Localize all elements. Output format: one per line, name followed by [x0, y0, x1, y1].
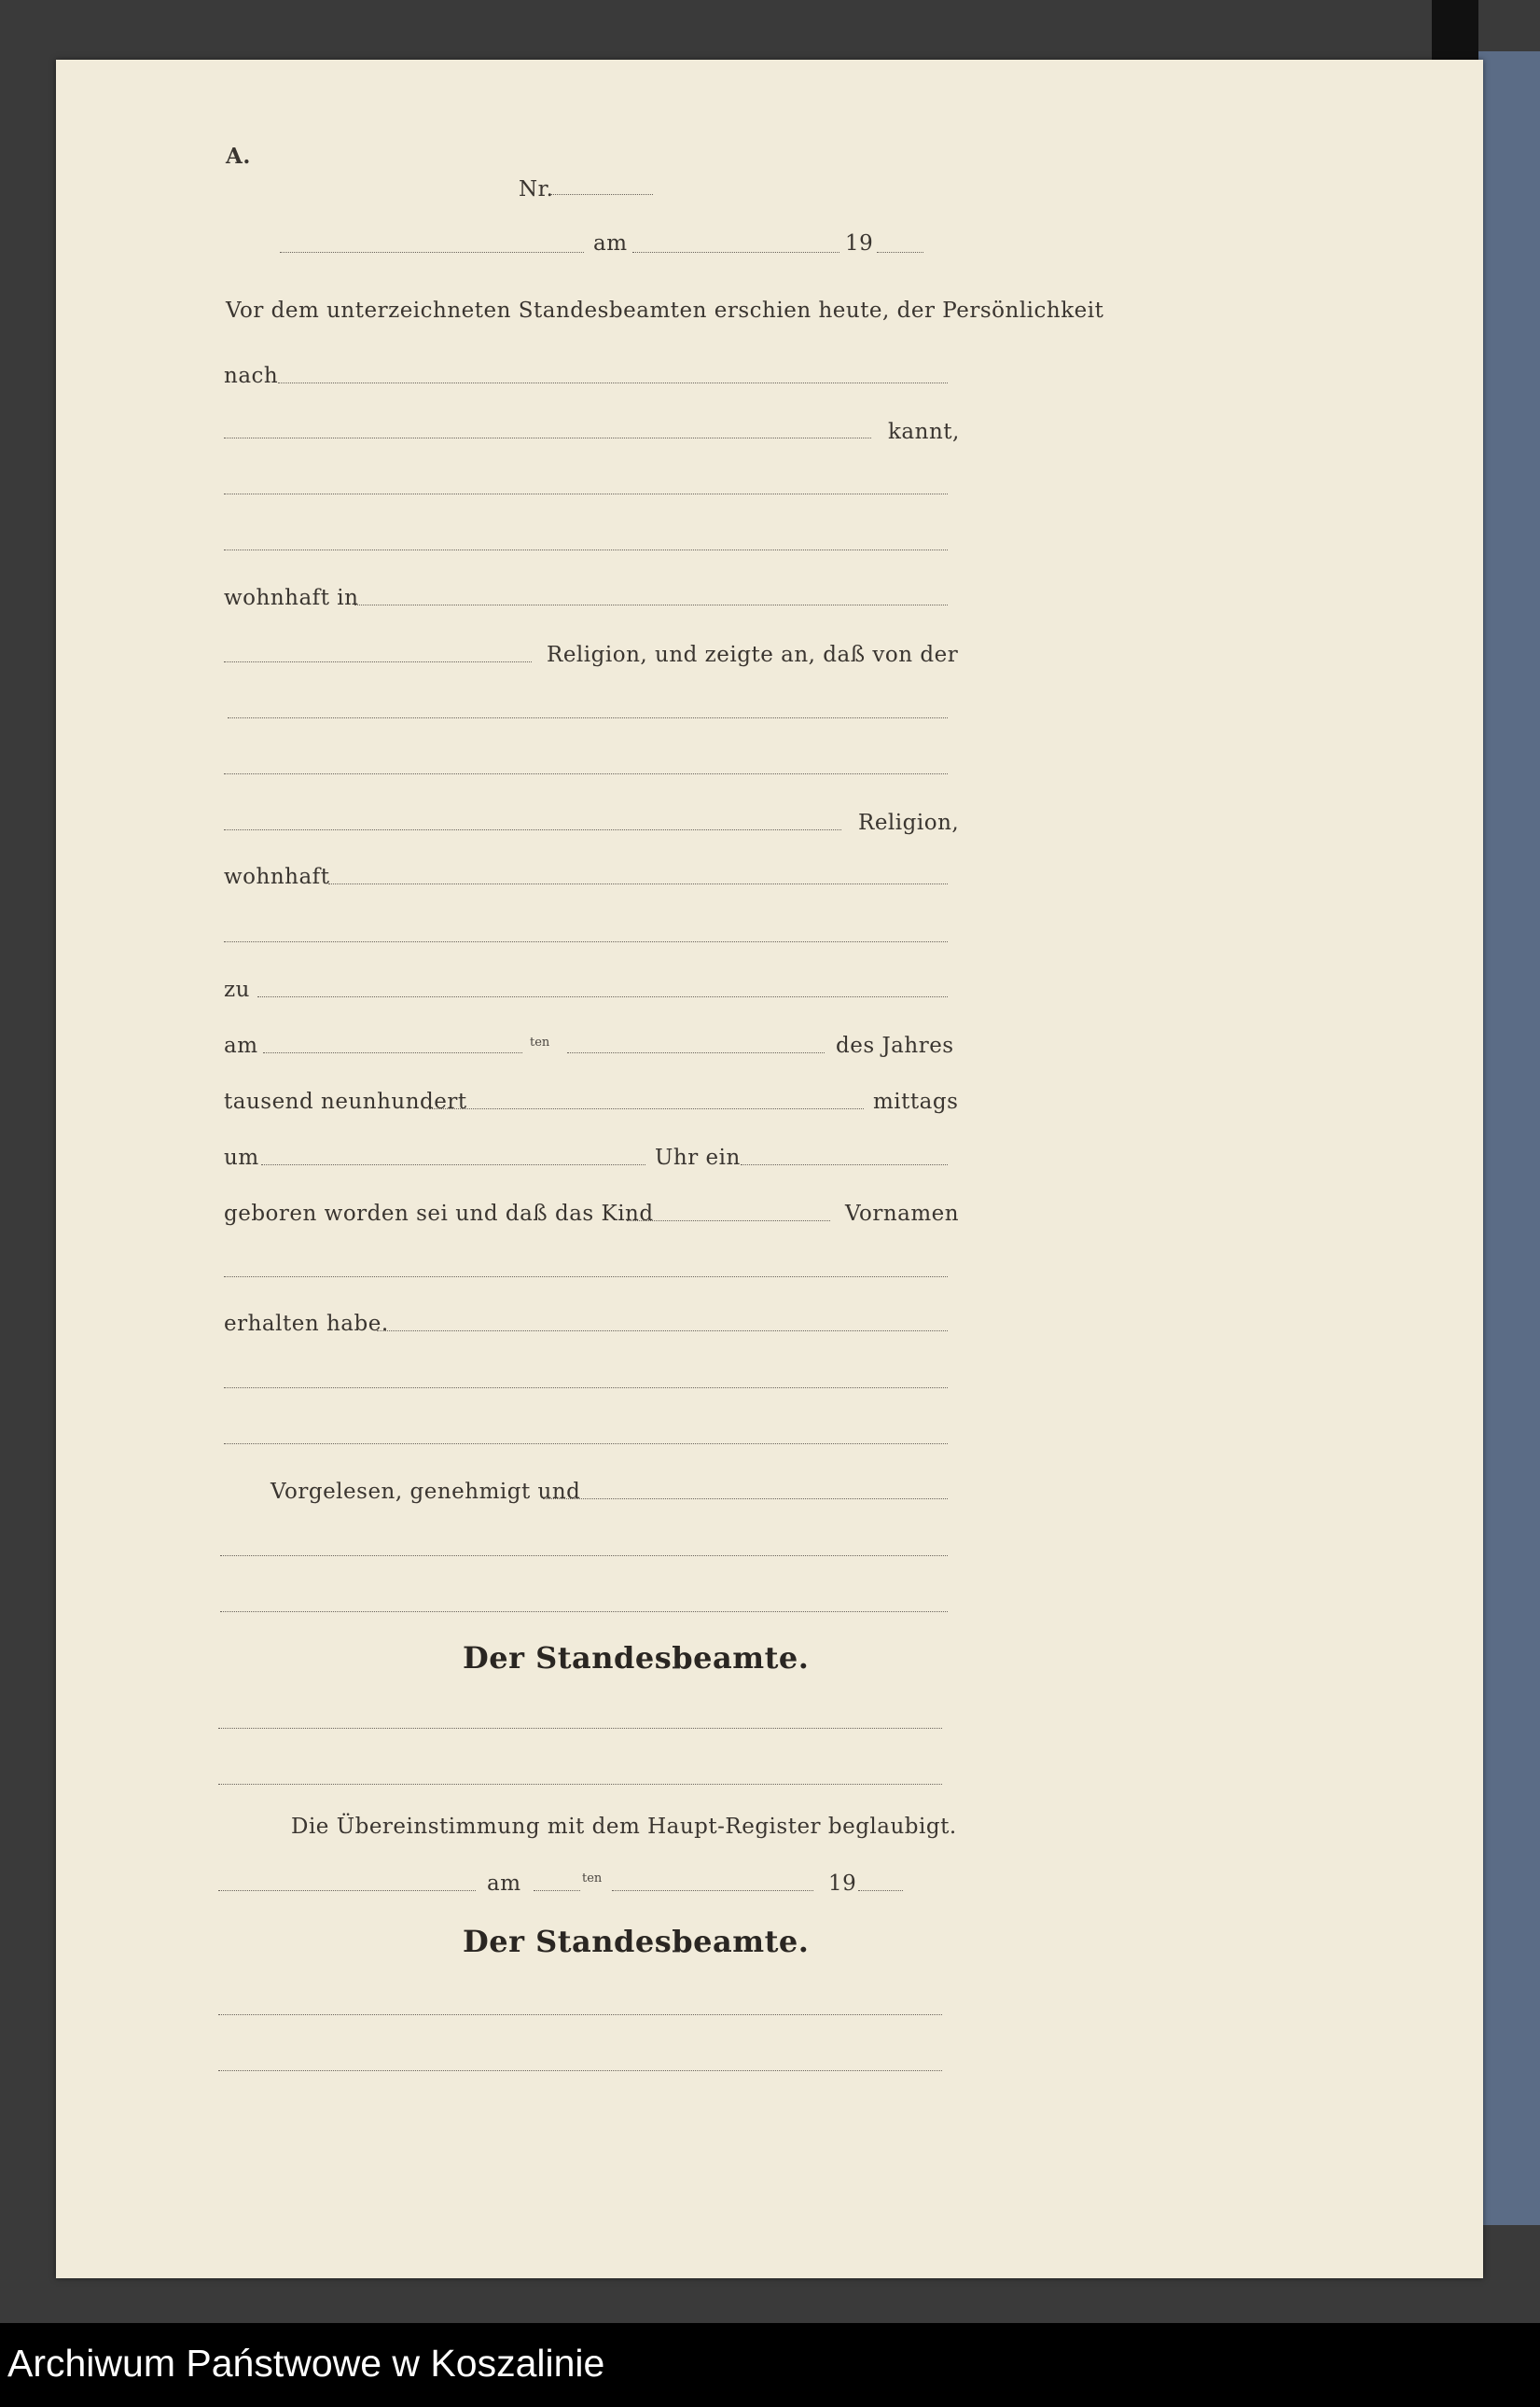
- wohnhaft-in-label: wohnhaft in: [224, 586, 359, 610]
- year-words-line: [429, 1108, 864, 1109]
- year-line: [877, 252, 923, 253]
- intro-text: Vor dem unterzeichneten Standesbeamten erschien heute, der Persönlichkeit: [226, 299, 1104, 323]
- wohnhaft-label: wohnhaft: [224, 865, 330, 889]
- cert-month-line: [612, 1890, 813, 1891]
- am-label: am: [593, 231, 628, 256]
- number-line: [550, 194, 653, 195]
- form-letter: A.: [226, 144, 251, 169]
- ten-superscript: ten: [530, 1036, 550, 1050]
- blank-line-4: [224, 773, 948, 774]
- religion-line-2: [224, 829, 841, 830]
- zu-label: zu: [224, 978, 250, 1002]
- cert-signature-line-1: [218, 2014, 942, 2015]
- archive-name: Archiwum Państwowe w Koszalinie: [7, 2342, 605, 2385]
- names-line: [377, 1330, 948, 1331]
- background-board: [1478, 51, 1540, 2225]
- nach-label: nach: [224, 364, 279, 388]
- kannt-label: kannt,: [888, 420, 960, 444]
- kind-line: [627, 1220, 830, 1221]
- religion-und-text: Religion, und zeigte an, daß von der: [547, 643, 959, 667]
- am-label-2: am: [224, 1034, 258, 1058]
- time-line: [261, 1164, 645, 1165]
- official-line-2: [218, 1784, 942, 1785]
- religion-label: Religion,: [858, 811, 960, 835]
- official-line-1: [218, 1728, 942, 1729]
- place-line: [280, 252, 584, 253]
- month-line: [567, 1052, 825, 1053]
- cert-place-line: [218, 1890, 476, 1891]
- number-label: Nr.: [519, 177, 554, 202]
- cert-signature-line-2: [218, 2070, 942, 2071]
- tausend-label: tausend neunhundert: [224, 1090, 467, 1114]
- signature-line-1: [220, 1555, 948, 1556]
- blank-line-8: [224, 1443, 948, 1444]
- standesbeamte-title-1: Der Standesbeamte.: [463, 1640, 810, 1676]
- blank-line-5: [224, 941, 948, 942]
- geboren-text: geboren worden sei und daß das Kind: [224, 1202, 654, 1226]
- religion-line-1: [224, 661, 532, 662]
- wohnhaft-line: [328, 883, 948, 884]
- vornamen-label: Vornamen: [845, 1202, 960, 1226]
- mittags-label: mittags: [873, 1090, 959, 1114]
- uhr-ein-label: Uhr ein: [655, 1146, 741, 1170]
- gender-line: [741, 1164, 948, 1165]
- erhalten-text: erhalten habe.: [224, 1312, 389, 1336]
- date-line: [632, 252, 839, 253]
- blank-line-6: [224, 1276, 948, 1277]
- uebereinstimmung-text: Die Übereinstimmung mit dem Haupt-Register beglaubigt.: [291, 1815, 957, 1839]
- signature-line-2: [220, 1611, 948, 1612]
- um-label: um: [224, 1146, 259, 1170]
- zu-line: [257, 996, 948, 997]
- blank-line-7: [224, 1387, 948, 1388]
- ten-superscript-2: ten: [582, 1871, 603, 1885]
- des-jahres-label: des Jahres: [836, 1034, 954, 1058]
- cert-year-line: [858, 1890, 903, 1891]
- vorgelesen-text: Vorgelesen, genehmigt und: [271, 1480, 581, 1504]
- am-label-3: am: [487, 1871, 521, 1896]
- cert-day-line: [534, 1890, 580, 1891]
- blank-line-3: [228, 717, 948, 718]
- standesbeamte-title-2: Der Standesbeamte.: [463, 1924, 810, 1959]
- year-prefix-2: 19: [828, 1871, 857, 1896]
- vorgelesen-line: [543, 1498, 948, 1499]
- year-prefix: 19: [845, 231, 874, 256]
- day-line: [263, 1052, 522, 1053]
